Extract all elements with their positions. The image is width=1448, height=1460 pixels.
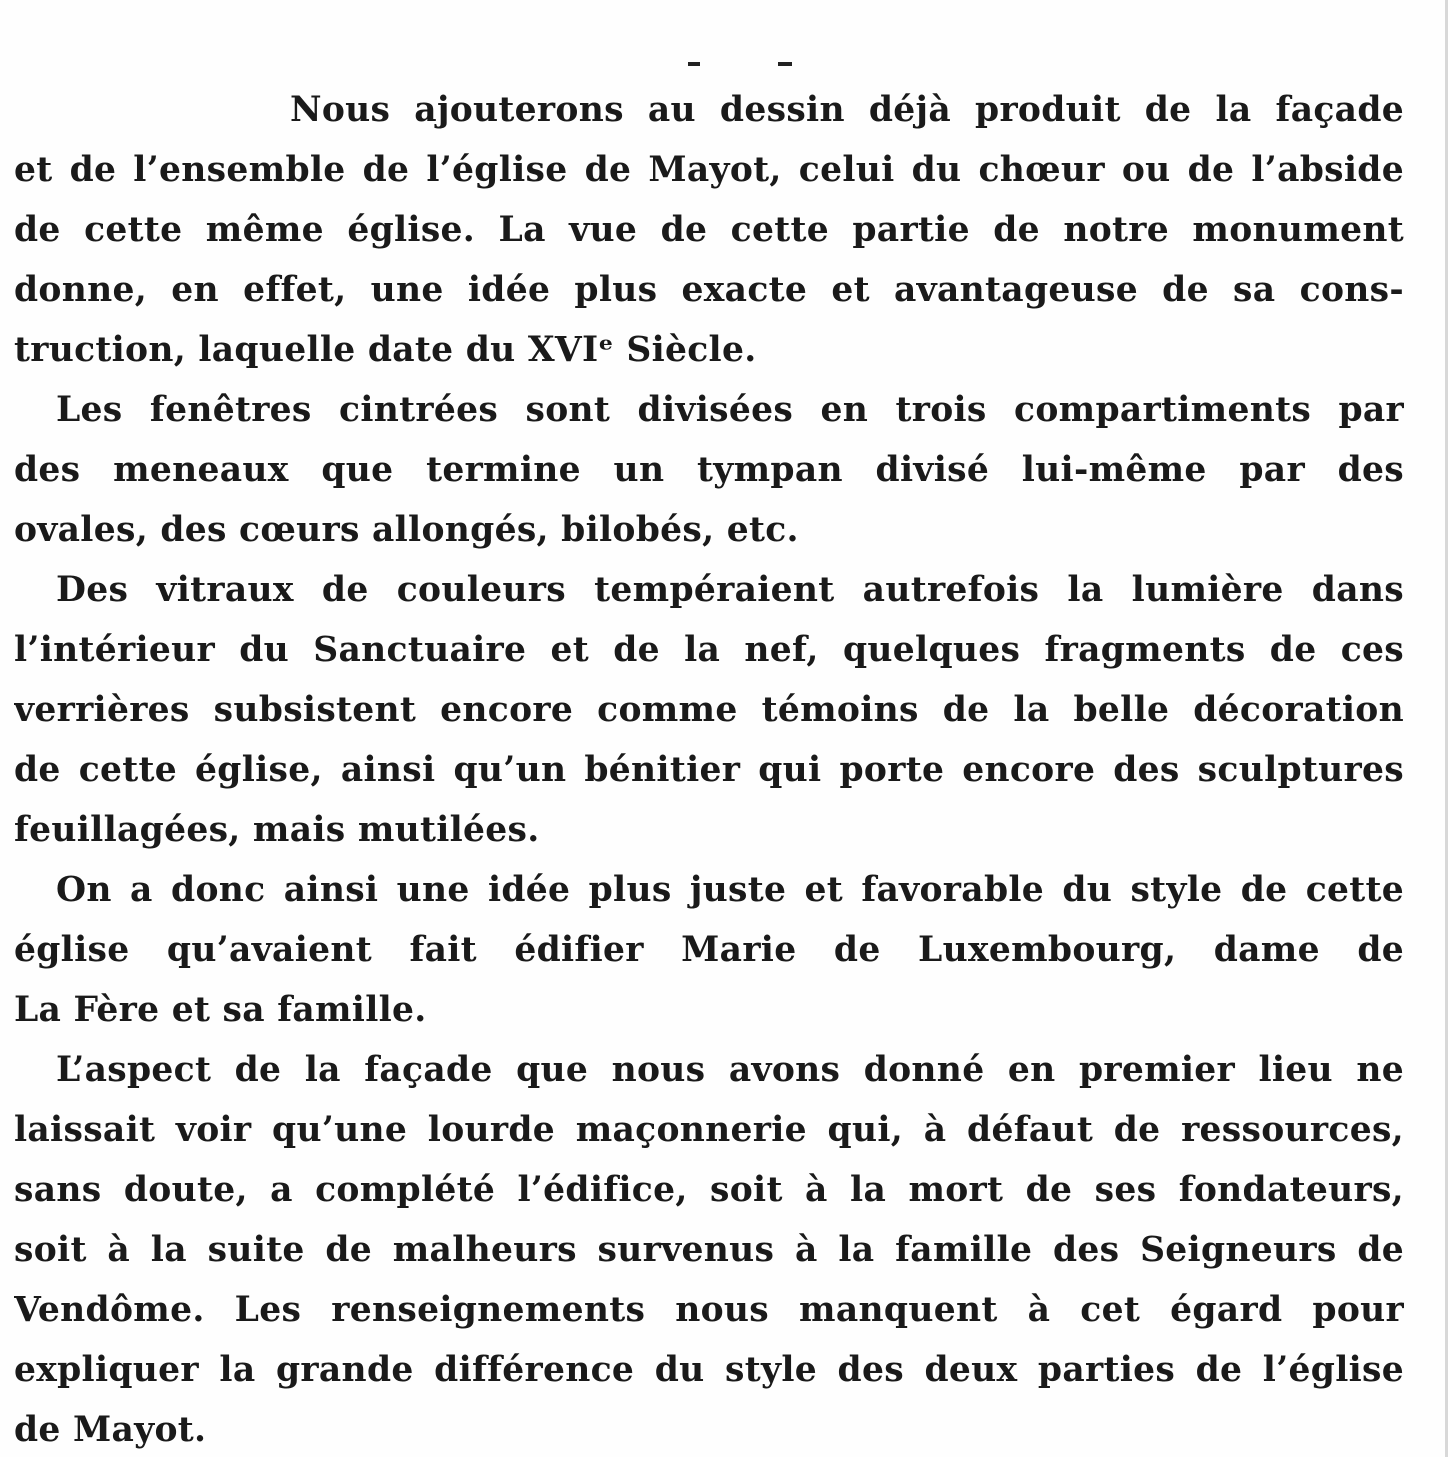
header-dash-right <box>778 62 792 66</box>
text-line: Nous ajouterons au dessin déjà produit de la façade <box>290 90 1404 130</box>
text-line: Les fenêtres cintrées sont divisées en trois compartiments par <box>56 390 1404 430</box>
text-line: truction, laquelle date du XVIᵉ Siècle. <box>14 330 757 370</box>
text-line: Des vitraux de couleurs tempéraient autrefois la lumière dans <box>56 570 1404 610</box>
text-line: des meneaux que termine un tympan divisé lui-même par des <box>14 450 1404 490</box>
text-line: sans doute, a complété l’édifice, soit à la mort de ses fondateurs, <box>14 1170 1404 1210</box>
text-line: et de l’ensemble de l’église de Mayot, celui du chœur ou de l’abside <box>14 150 1404 190</box>
text-line: église qu’avaient fait édifier Marie de Luxembourg, dame de <box>14 930 1404 970</box>
page-header-marks <box>688 62 798 70</box>
text-line: l’intérieur du Sanctuaire et de la nef, quelques fragments de ces <box>14 630 1404 670</box>
header-dash-left <box>688 62 700 66</box>
text-line: Vendôme. Les renseignements nous manquent à cet égard pour <box>14 1290 1404 1330</box>
text-line: verrières subsistent encore comme témoins de la belle décoration <box>14 690 1404 730</box>
text-line: laissait voir qu’une lourde maçonnerie qui, à défaut de ressources, <box>14 1110 1404 1150</box>
text-line: de Mayot. <box>14 1410 207 1450</box>
text-line: On a donc ainsi une idée plus juste et favorable du style de cette <box>56 870 1404 910</box>
text-line: feuillagées, mais mutilées. <box>14 810 540 850</box>
text-line: de cette même église. La vue de cette partie de notre monument <box>14 210 1404 250</box>
text-line: ovales, des cœurs allongés, bilobés, etc. <box>14 510 799 550</box>
text-line: La Fère et sa famille. <box>14 990 427 1030</box>
text-line: expliquer la grande différence du style des deux parties de l’église <box>14 1350 1404 1390</box>
text-line: de cette église, ainsi qu’un bénitier qui porte encore des sculptures <box>14 750 1404 790</box>
body-text <box>14 80 1404 1460</box>
text-line: L’aspect de la façade que nous avons donné en premier lieu ne <box>56 1050 1404 1090</box>
text-line: donne, en effet, une idée plus exacte et avantageuse de sa cons- <box>14 270 1404 310</box>
text-line: soit à la suite de malheurs survenus à la famille des Seigneurs de <box>14 1230 1404 1270</box>
